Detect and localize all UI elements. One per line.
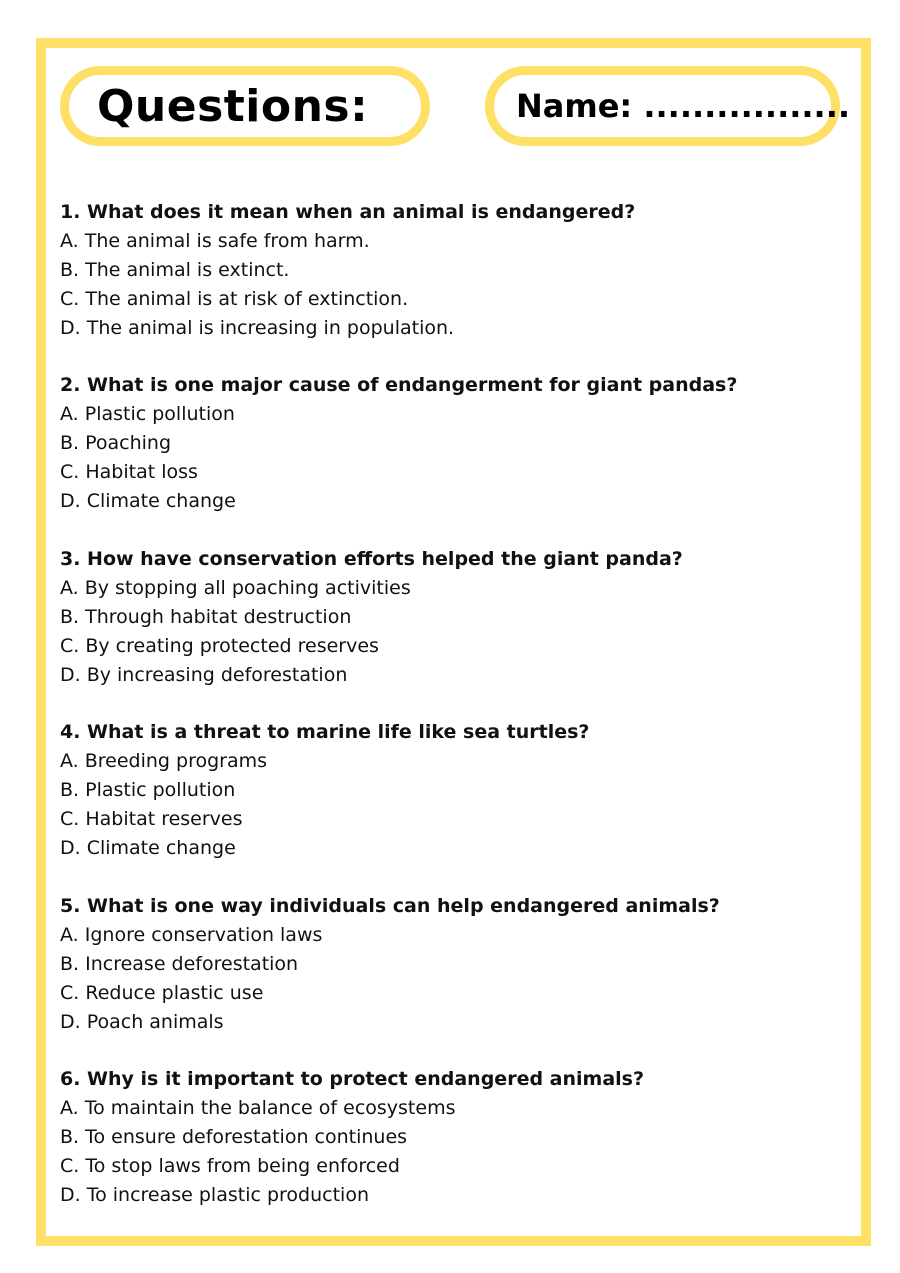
question-title: 2. What is one major cause of endangerment for giant pandas? — [60, 374, 738, 397]
question-2 — [60, 371, 840, 516]
answer-option: A. The animal is safe from harm. — [60, 230, 370, 252]
question-list — [60, 198, 840, 1238]
question-title: 6. Why is it important to protect endangered animals? — [60, 1067, 644, 1090]
answer-option: D. Climate change — [60, 490, 236, 513]
name-field[interactable] — [485, 66, 851, 146]
answer-option: B. Plastic pollution — [60, 779, 236, 802]
answer-option: A. By stopping all poaching activities — [60, 576, 411, 599]
question-3 — [60, 545, 840, 690]
answer-option: D. Poach animals — [60, 1010, 224, 1033]
question-title: 1. What does it mean when an animal is endangered? — [60, 201, 636, 223]
answer-option: A. Ignore conservation laws — [60, 923, 323, 946]
answer-option: C. Habitat reserves — [60, 808, 243, 831]
answer-option: C. The animal is at risk of extinction. — [60, 288, 409, 310]
answer-option: C. Habitat loss — [60, 461, 198, 484]
answer-option: B. The animal is extinct. — [60, 259, 290, 281]
answer-option: C. By creating protected reserves — [60, 634, 379, 657]
answer-option: C. Reduce plastic use — [60, 981, 264, 1004]
question-4 — [60, 718, 840, 863]
answer-option: C. To stop laws from being enforced — [60, 1154, 400, 1177]
answer-option: A. Plastic pollution — [60, 403, 235, 426]
answer-option: D. The animal is increasing in population. — [60, 317, 455, 339]
answer-option: A. To maintain the balance of ecosystems — [60, 1096, 456, 1119]
question-6 — [60, 1065, 840, 1210]
answer-option: D. By increasing deforestation — [60, 663, 348, 686]
answer-option: B. Increase deforestation — [60, 952, 299, 975]
question-1 — [60, 198, 840, 343]
question-5 — [60, 892, 840, 1037]
answer-option: B. Poaching — [60, 432, 172, 455]
question-title: 5. What is one way individuals can help endangered animals? — [60, 894, 720, 917]
answer-option: B. Through habitat destruction — [60, 605, 352, 628]
page-title: Questions: — [97, 80, 369, 132]
answer-option: D. To increase plastic production — [60, 1183, 369, 1206]
answer-option: D. Climate change — [60, 837, 236, 860]
question-title: 4. What is a threat to marine life like sea turtles? — [60, 721, 590, 744]
name-label: Name: ................. — [516, 87, 851, 125]
question-title: 3. How have conservation efforts helped the giant panda? — [60, 547, 683, 570]
answer-option: B. To ensure deforestation continues — [60, 1125, 408, 1148]
answer-option: A. Breeding programs — [60, 750, 268, 773]
questions-heading — [60, 66, 430, 146]
